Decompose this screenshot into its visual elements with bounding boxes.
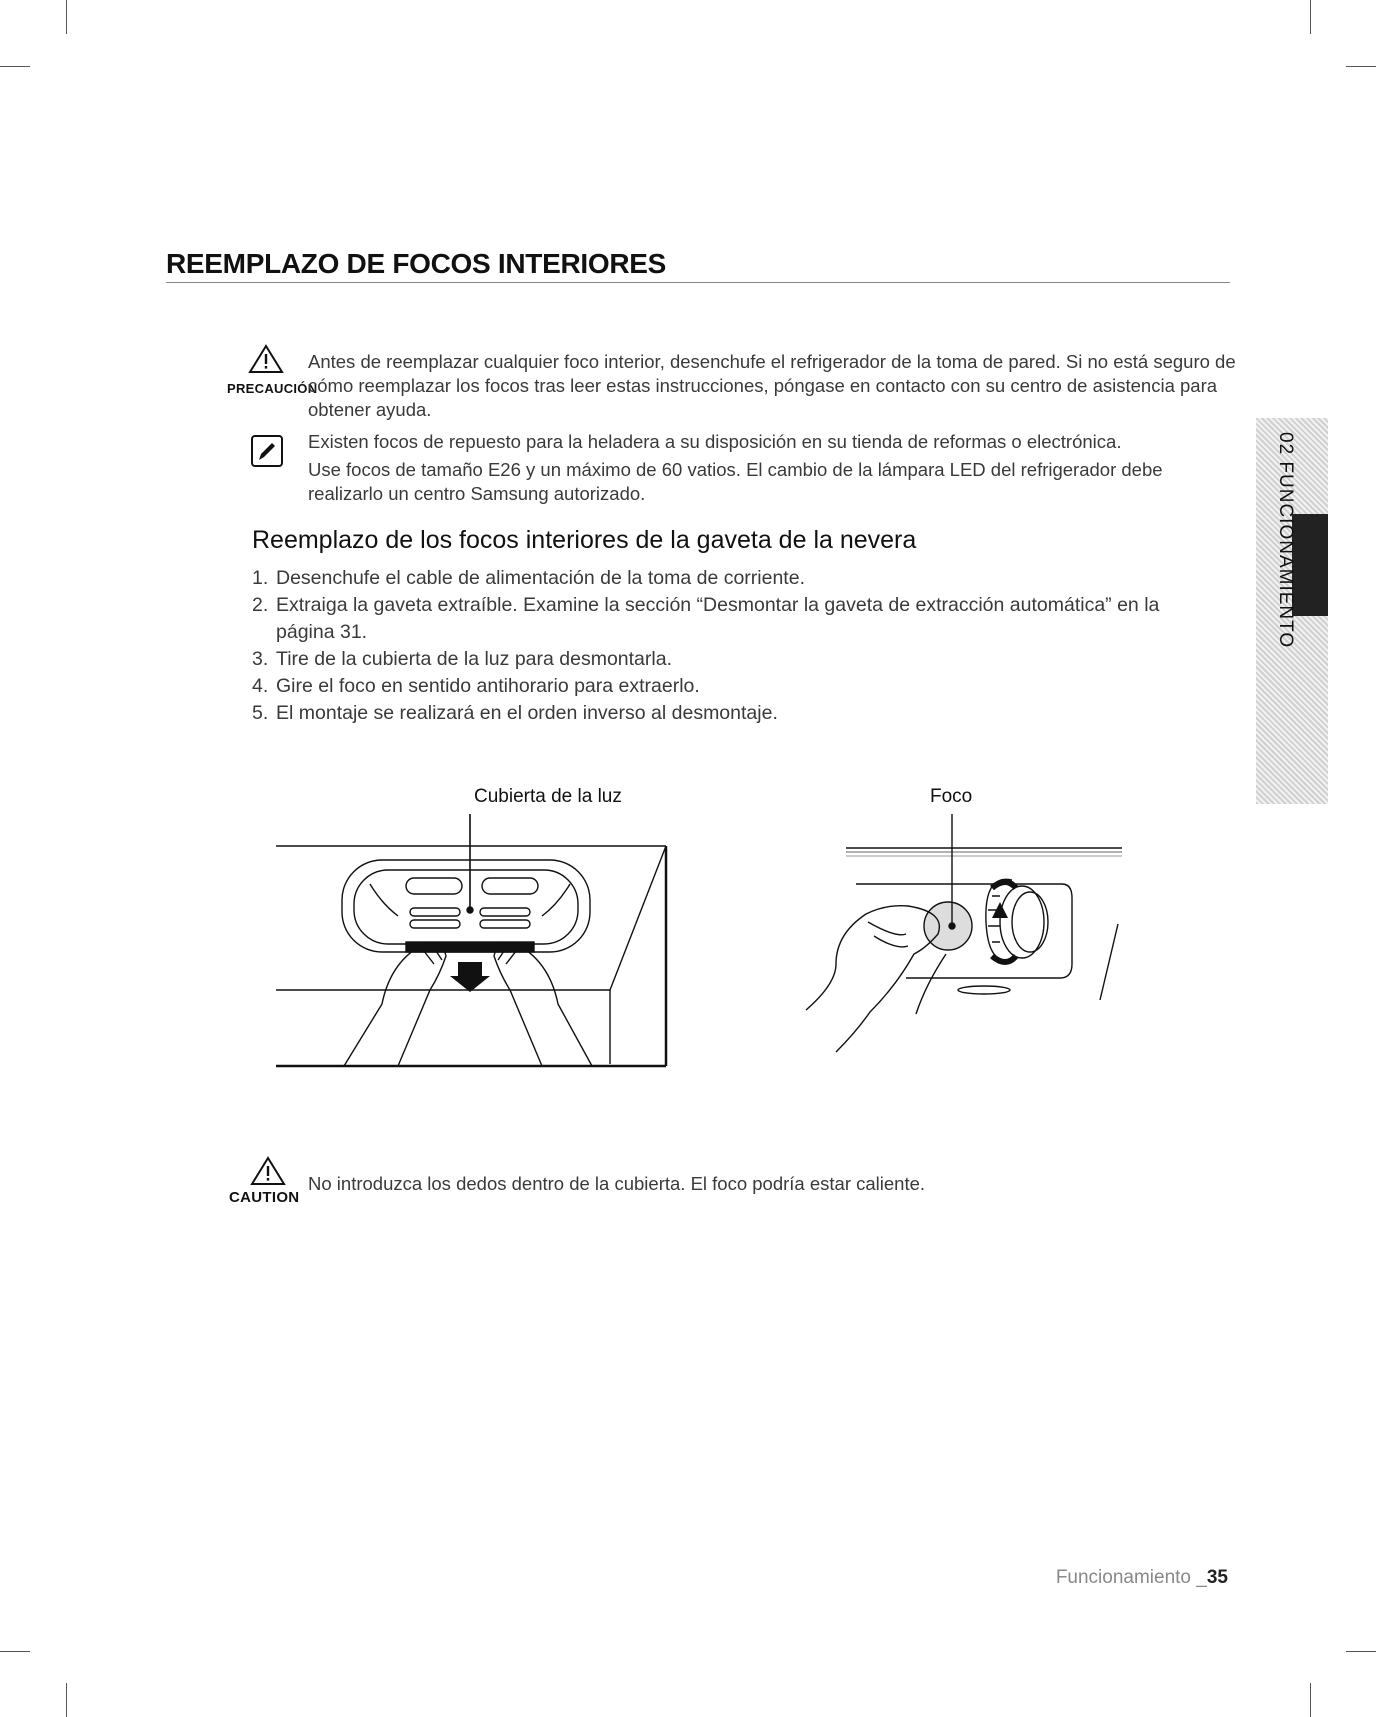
footer-label: Funcionamiento _: [1055, 1567, 1207, 1588]
step-item: [252, 673, 1212, 700]
crop-mark: [66, 0, 67, 34]
step-text: Gire el foco en sentido antihorario para extraerlo.: [276, 675, 700, 697]
title-rule: [166, 282, 1230, 283]
step-item: [252, 700, 1212, 727]
warning-triangle-icon: [248, 344, 284, 379]
step-number: 1.: [252, 567, 269, 589]
subsection-title: Reemplazo de los focos interiores de la gaveta de la nevera: [252, 526, 917, 554]
step-number: 5.: [252, 702, 269, 724]
step-number: 4.: [252, 675, 269, 697]
crop-mark: [1346, 66, 1376, 67]
figure-label-light-cover: Cubierta de la luz: [474, 786, 622, 807]
warning-triangle-icon: [250, 1156, 286, 1191]
light-cover-illustration: [270, 814, 670, 1070]
note-line: Use focos de tamaño E26 y un máximo de 60 vatios. El cambio de la lámpara LED del refrigerador debe realizarlo un centro Samsung autorizado.: [308, 459, 1163, 504]
note-block: [308, 430, 1238, 506]
note-line: Existen focos de repuesto para la heladera a su disposición en su tienda de reformas o electrónica.: [308, 431, 1122, 452]
crop-mark: [1346, 1651, 1376, 1652]
step-item: [252, 592, 1212, 646]
section-title: REEMPLAZO DE FOCOS INTERIORES: [166, 248, 667, 279]
step-item: [252, 565, 1212, 592]
crop-mark: [1310, 0, 1311, 34]
crop-mark: [66, 1683, 67, 1717]
step-text: El montaje se realizará en el orden inverso al desmontaje.: [276, 702, 778, 724]
figure-label-bulb: Foco: [930, 786, 973, 807]
chapter-side-tab-marker: [1292, 514, 1328, 616]
crop-mark: [0, 66, 30, 67]
precaution-text: [308, 350, 1238, 422]
step-number: 3.: [252, 648, 269, 670]
bulb-illustration: [796, 814, 1136, 1060]
page-number: 35: [1206, 1567, 1228, 1588]
step-text: Tire de la cubierta de la luz para desmontarla.: [276, 648, 672, 670]
page-footer: [1056, 1567, 1228, 1589]
crop-mark: [0, 1651, 30, 1652]
step-number: 2.: [252, 594, 269, 616]
step-text: Extraiga la gaveta extraíble. Examine la sección “Desmontar la gaveta de extracción automática” en la página 31.: [276, 594, 1160, 643]
chapter-side-tab-label: 02 FUNCIONAMIENTO: [1275, 432, 1296, 649]
caution-label: CAUTION: [229, 1189, 300, 1206]
steps-list: [252, 565, 1212, 727]
step-item: [252, 646, 1212, 673]
crop-mark: [1310, 1683, 1311, 1717]
note-pencil-icon: [250, 434, 284, 473]
caution-text: No introduzca los dedos dentro de la cubierta. El foco podría estar caliente.: [308, 1173, 926, 1194]
step-text: Desenchufe el cable de alimentación de la toma de corriente.: [276, 567, 805, 589]
precaution-label: PRECAUCIÓN: [227, 381, 318, 396]
precaution-paragraph: Antes de reemplazar cualquier foco interior, desenchufe el refrigerador de la toma de pared. Si no está seguro de cómo reemplazar los focos tras leer estas instrucciones, póngase en contacto con su centro de asistencia para obtener ayuda.: [308, 351, 1236, 420]
